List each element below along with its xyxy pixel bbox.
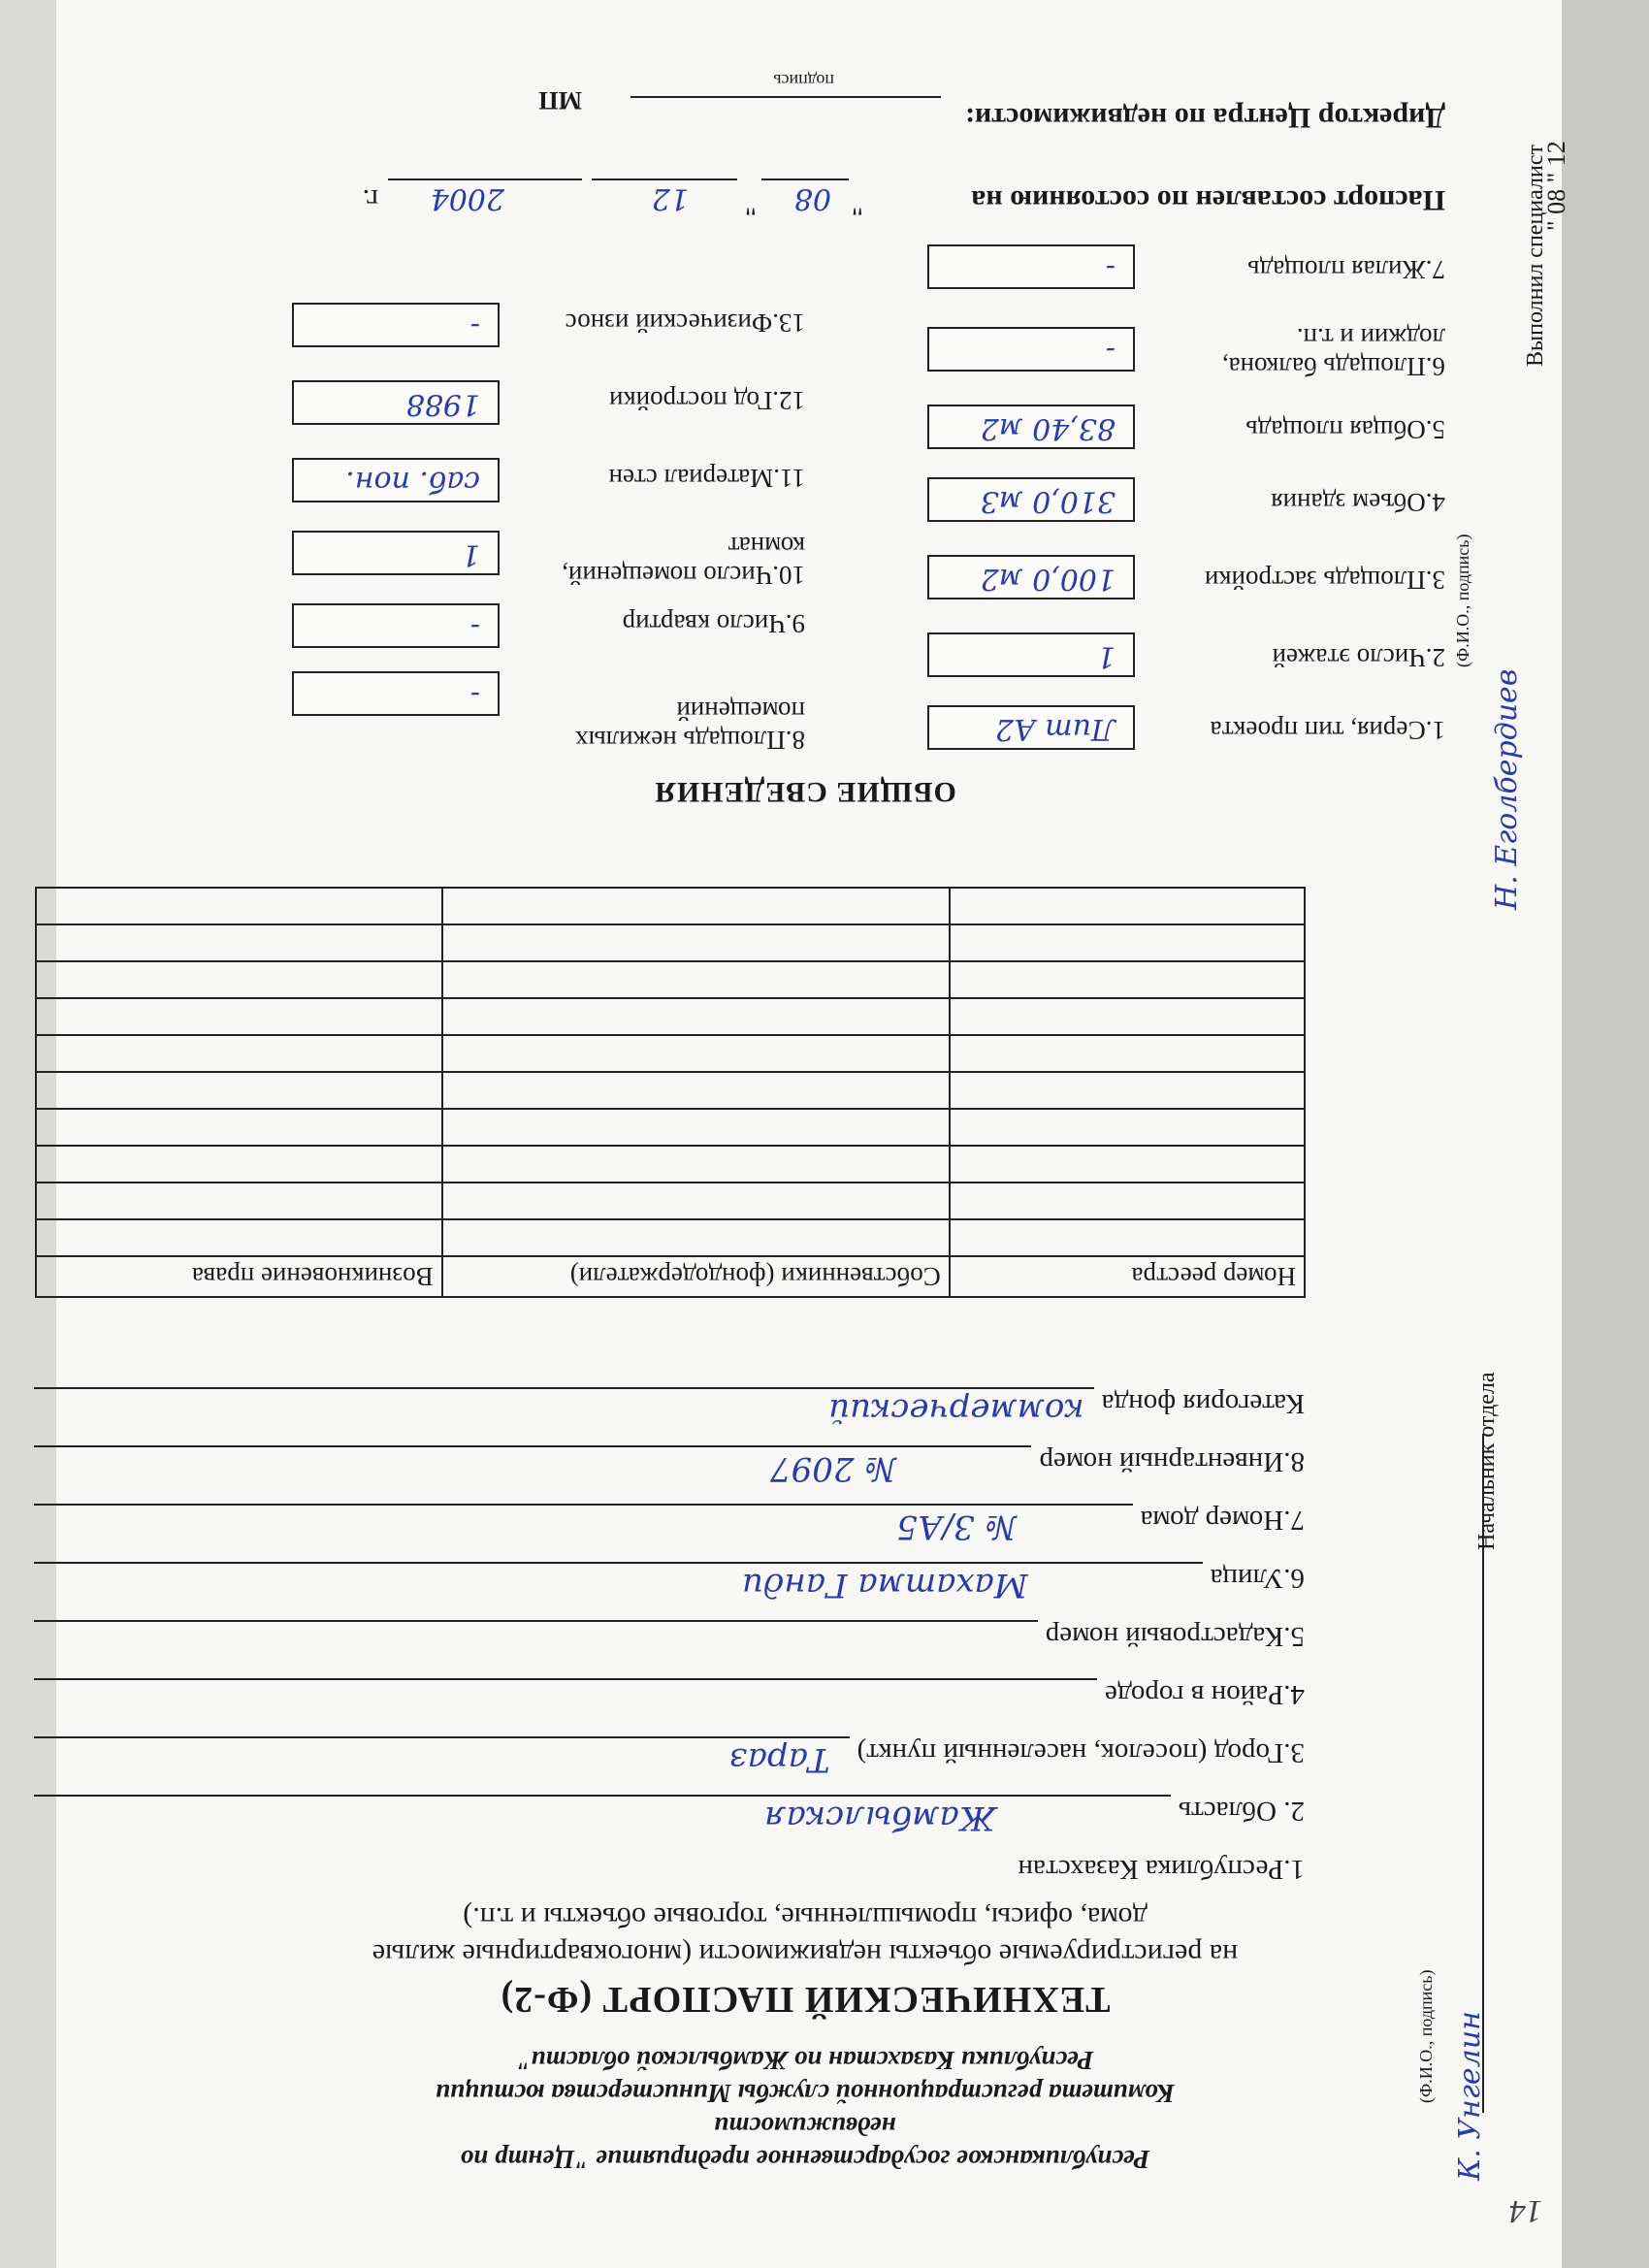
cadastral-label: 5.Кадастровый номер — [1045, 1621, 1305, 1652]
table-cell — [442, 1146, 950, 1183]
date-year: 2004 — [430, 181, 504, 215]
head-name: К. Унгелин — [1453, 2011, 1487, 2181]
date-open-quote: " — [851, 189, 863, 221]
table-cell — [950, 998, 1305, 1035]
total-area-box — [927, 405, 1135, 449]
street-field — [34, 1562, 1305, 1604]
walls-label: 11.Материал стен — [608, 464, 805, 493]
header-line-3: Республики Казахстан по Жамбылской области" — [516, 2046, 1094, 2075]
volume-value: 310,0 м3 — [980, 484, 1116, 518]
table-row — [36, 1219, 1305, 1256]
table-cell — [442, 1035, 950, 1072]
rooms-label-line-1: 10.Число помещений, — [562, 561, 805, 590]
organization-header — [369, 2044, 1242, 2176]
specialist-name: Н. Еголбердиев — [1490, 668, 1524, 910]
district-label: 4.Район в городе — [1105, 1679, 1305, 1710]
series-label: 1.Серия, тип проекта — [1210, 716, 1445, 745]
director-label: Директор Центра по недвижимости: — [964, 102, 1445, 134]
mp-stamp-mark: МП — [538, 86, 582, 114]
table-row — [36, 924, 1305, 961]
signature-caption: подпись — [773, 71, 834, 90]
table-cell — [442, 1183, 950, 1219]
region-field — [34, 1795, 1305, 1837]
inventory-value: № 2097 — [769, 1449, 896, 1488]
table-cell — [950, 961, 1305, 998]
table-cell — [36, 998, 442, 1035]
table-cell — [442, 961, 950, 998]
inventory-label: 8.Инвентарный номер — [1039, 1446, 1305, 1477]
subtitle-line-1: на регистрируемые объекты недвижимости (многоквартирные жилые — [372, 1938, 1239, 1970]
table-cell — [950, 1183, 1305, 1219]
table-cell — [36, 1035, 442, 1072]
rooms-label — [562, 532, 805, 590]
owners-table-body — [36, 888, 1305, 1256]
balcony-box — [927, 327, 1135, 372]
table-row — [36, 888, 1305, 924]
wear-label: 13.Физический износ — [565, 308, 805, 338]
volume-box — [927, 477, 1135, 522]
document-subtitle — [291, 1898, 1319, 1972]
document-sheet — [56, 0, 1570, 2268]
year-value: 1988 — [405, 387, 480, 421]
table-cell — [950, 1035, 1305, 1072]
series-box — [927, 705, 1135, 750]
total-area-label: 5.Общая площадь — [1245, 415, 1445, 444]
city-label: 3.Город (поселок, населенный пункт) — [857, 1737, 1305, 1768]
walls-value: саб. пон. — [345, 465, 480, 499]
balcony-value: - — [1105, 334, 1116, 368]
table-cell — [36, 1219, 442, 1256]
owners-table — [35, 887, 1306, 1298]
table-cell — [442, 1109, 950, 1146]
page-number: 14 — [1509, 2193, 1542, 2229]
wear-value: - — [469, 309, 480, 343]
col-right-origin: Возникновение права — [36, 1256, 442, 1297]
table-cell — [36, 1146, 442, 1183]
inventory-field — [34, 1445, 1305, 1488]
table-cell — [950, 924, 1305, 961]
table-cell — [36, 961, 442, 998]
region-label: 2. Область — [1178, 1796, 1305, 1827]
rooms-label-line-2: комнат — [728, 532, 805, 561]
date-close-quote: " — [744, 189, 757, 221]
district-field — [34, 1678, 1305, 1710]
table-cell — [442, 1072, 950, 1109]
general-info-title: ОБЩИЕ СВЕДЕНИЯ — [654, 776, 956, 808]
table-cell — [36, 1072, 442, 1109]
balcony-label — [1222, 323, 1445, 381]
date-suffix: г. — [362, 183, 378, 215]
living-area-value: - — [1105, 251, 1116, 285]
specialist-date: " 08 " 12 — [1542, 141, 1570, 231]
table-cell — [36, 924, 442, 961]
table-cell — [950, 1072, 1305, 1109]
table-row — [36, 1183, 1305, 1219]
table-cell — [950, 1109, 1305, 1146]
nonres-value: - — [469, 678, 480, 712]
rooms-box — [292, 531, 500, 575]
city-field — [34, 1736, 1305, 1779]
subtitle-line-2: дома, офисы, промышленные, торговые объекты и т.п.) — [463, 1901, 1148, 1933]
total-area-value: 83,40 м2 — [980, 411, 1116, 445]
nonres-label-line-1: 8.Площадь нежилых — [575, 726, 805, 755]
floors-label: 2.Число этажей — [1272, 643, 1445, 672]
table-cell — [950, 1146, 1305, 1183]
date-day-line — [761, 178, 849, 215]
document-title: ТЕХНИЧЕСКИЙ ПАСПОРТ (Ф-2) — [500, 1979, 1111, 2020]
wear-box — [292, 303, 500, 347]
table-row — [36, 1072, 1305, 1109]
nonres-box — [292, 671, 500, 716]
table-row — [36, 1146, 1305, 1183]
fund-value: коммерческий — [828, 1391, 1084, 1430]
director-signature-line — [630, 96, 941, 129]
balcony-label-line-2: лоджии и т.п. — [1296, 323, 1445, 352]
scan-border-right — [1562, 0, 1649, 2268]
republic-field — [1018, 1853, 1305, 1885]
date-day: 08 — [793, 181, 831, 215]
col-registry-number: Номер реестра — [950, 1256, 1305, 1297]
fund-label: Категория фонда — [1101, 1388, 1305, 1419]
floors-box — [927, 632, 1135, 677]
nonres-label-line-2: помещений — [676, 697, 805, 726]
head-label: Начальник отдела — [1474, 1372, 1500, 1550]
head-fio-caption: (Ф.И.О., подпись) — [1416, 1969, 1436, 2103]
table-cell — [442, 998, 950, 1035]
house-value: № 3/А5 — [896, 1507, 1017, 1546]
table-row — [36, 961, 1305, 998]
table-cell — [442, 1219, 950, 1256]
date-month: 12 — [651, 181, 689, 215]
table-row — [36, 1109, 1305, 1146]
republic-label: 1.Республика Казахстан — [1018, 1854, 1305, 1885]
table-row — [36, 1035, 1305, 1072]
street-value: Махатма Ганди — [741, 1566, 1028, 1604]
street-label: 6.Улица — [1210, 1563, 1305, 1594]
house-field — [34, 1504, 1305, 1546]
table-cell — [442, 924, 950, 961]
region-value: Жамбылская — [764, 1798, 996, 1837]
date-year-line — [388, 178, 582, 215]
living-area-label: 7.Жилая площадь — [1247, 255, 1445, 284]
cadastral-field — [34, 1620, 1305, 1652]
specialist-label: Выполнил специалист — [1523, 145, 1548, 367]
fund-field — [34, 1387, 1305, 1430]
table-cell — [36, 888, 442, 924]
date-month-line — [592, 178, 737, 215]
living-area-box — [927, 244, 1135, 289]
year-box — [292, 380, 500, 425]
table-cell — [36, 1109, 442, 1146]
flats-value: - — [469, 610, 480, 644]
specialist-fio-caption: (Ф.И.О., подпись) — [1453, 534, 1472, 667]
floors-value: 1 — [1096, 639, 1116, 673]
table-cell — [950, 888, 1305, 924]
volume-label: 4.Объем здания — [1271, 488, 1445, 517]
walls-box — [292, 458, 500, 502]
city-value: Тараз — [729, 1740, 830, 1779]
built-area-label: 3.Площадь застройки — [1204, 566, 1445, 595]
table-cell — [442, 888, 950, 924]
table-cell — [950, 1219, 1305, 1256]
flats-box — [292, 603, 500, 648]
year-label: 12.Год постройки — [609, 386, 805, 415]
owners-table-header — [36, 1256, 1305, 1297]
nonres-label — [575, 697, 805, 755]
header-line-2: Комитета регистрационной службы Министерства юстиции — [436, 2079, 1175, 2108]
passport-date-label: Паспорт составлен по состоянию на — [971, 184, 1445, 216]
col-owners: Собственники (фондодержатели) — [442, 1256, 950, 1297]
table-cell — [36, 1183, 442, 1219]
balcony-label-line-1: 6.Площадь балкона, — [1221, 352, 1445, 381]
rooms-value: 1 — [461, 537, 480, 571]
series-value: Лит А2 — [994, 712, 1116, 746]
built-area-box — [927, 555, 1135, 599]
built-area-value: 100,0 м2 — [980, 562, 1116, 596]
flats-label: 9.Число квартир — [622, 609, 805, 638]
table-row — [36, 998, 1305, 1035]
header-line-1: Республиканское государственное предприятие "Центр по недвижимости — [460, 2112, 1150, 2174]
house-label: 7.Номер дома — [1140, 1505, 1305, 1536]
